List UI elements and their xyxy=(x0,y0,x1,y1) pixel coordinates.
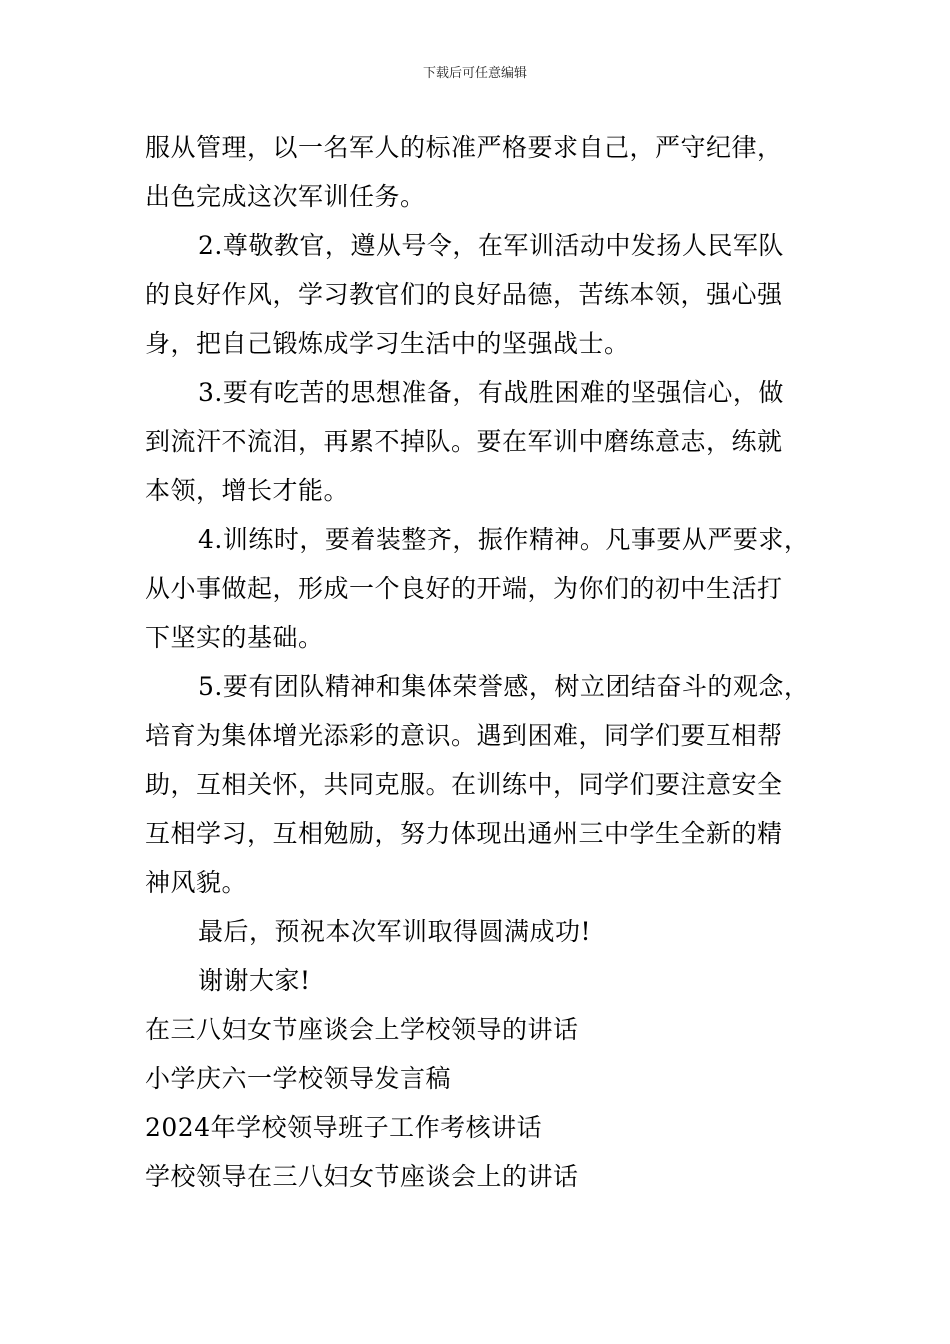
related-link[interactable]: 小学庆六一学校领导发言稿 xyxy=(145,1064,452,1093)
related-link[interactable]: 2024年学校领导班子工作考核讲话 xyxy=(145,1113,543,1142)
related-link[interactable]: 学校领导在三八妇女节座谈会上的讲话 xyxy=(145,1162,579,1191)
paragraph-line: 培育为集体增光添彩的意识。遇到困难，同学们要互相帮 xyxy=(145,721,783,750)
paragraph-line: 3.要有吃苦的思想准备，有战胜困难的坚强信心，做 xyxy=(198,378,784,407)
paragraph-line: 身，把自己锻炼成学习生活中的坚强战士。 xyxy=(145,329,630,358)
paragraph-line: 神风貌。 xyxy=(145,868,248,897)
paragraph-line: 2.尊敬教官，遵从号令，在军训活动中发扬人民军队 xyxy=(198,231,784,260)
paragraph-line: 互相学习，互相勉励，努力体现出通州三中学生全新的精 xyxy=(145,819,783,848)
paragraph-line: 出色完成这次军训任务。 xyxy=(145,182,426,211)
paragraph-line: 5.要有团队精神和集体荣誉感，树立团结奋斗的观念， xyxy=(198,672,810,701)
paragraph-line: 服从管理，以一名军人的标准严格要求自己，严守纪律， xyxy=(145,133,783,162)
paragraph-line: 从小事做起，形成一个良好的开端，为你们的初中生活打 xyxy=(145,574,783,603)
paragraph-line: 本领，增长才能。 xyxy=(145,476,350,505)
paragraph-line: 助，互相关怀，共同克服。在训练中，同学们要注意安全 xyxy=(145,770,783,799)
paragraph-line: 到流汗不流泪，再累不掉队。要在军训中磨练意志，练就 xyxy=(145,427,783,456)
document-body xyxy=(145,123,825,1201)
related-link[interactable]: 在三八妇女节座谈会上学校领导的讲话 xyxy=(145,1015,579,1044)
page-header: 下载后可任意编辑 xyxy=(422,66,527,81)
paragraph-line: 4.训练时，要着装整齐，振作精神。凡事要从严要求， xyxy=(198,525,810,554)
paragraph-line: 下坚实的基础。 xyxy=(145,623,324,652)
closing-line: 谢谢大家! xyxy=(198,966,311,995)
paragraph-line: 的良好作风，学习教官们的良好品德，苦练本领，强心强 xyxy=(145,280,783,309)
closing-line: 最后，预祝本次军训取得圆满成功! xyxy=(198,917,592,946)
